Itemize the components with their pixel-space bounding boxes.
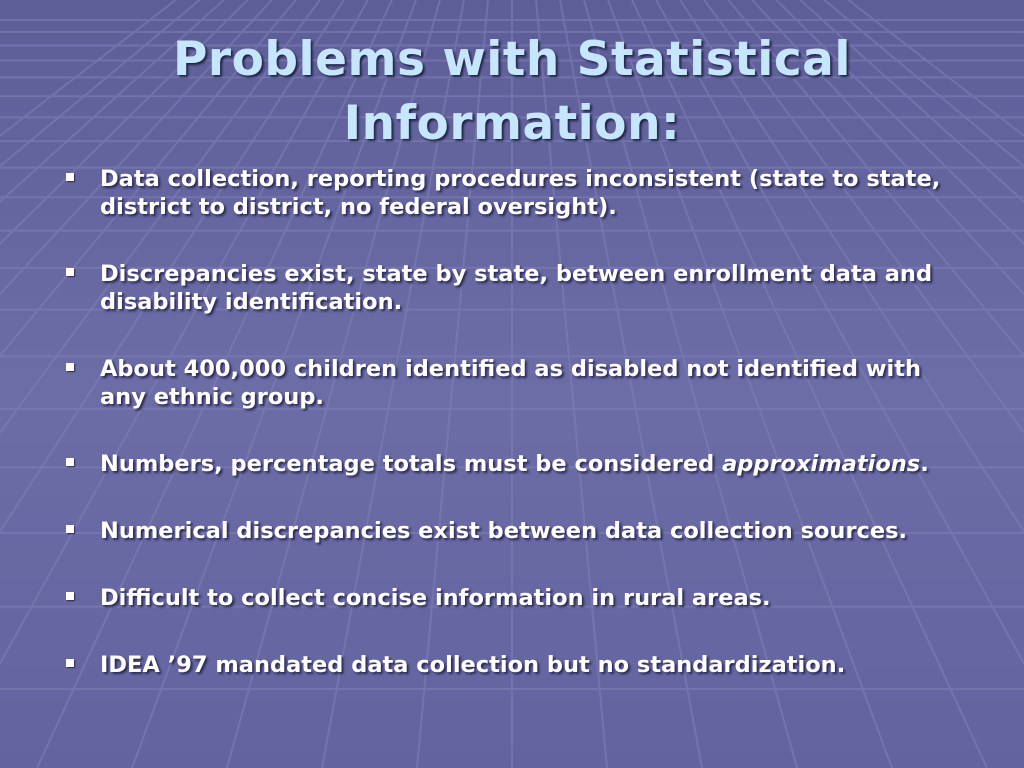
bullet-item xyxy=(62,260,972,316)
bullet-list xyxy=(62,165,972,679)
bullet-text-tail: . xyxy=(920,451,929,477)
bullet-emphasis: approximations xyxy=(722,451,921,477)
bullet-item xyxy=(62,165,972,221)
square-bullet-icon xyxy=(66,173,74,181)
bullet-item xyxy=(62,450,972,478)
bullet-text: Difficult to collect concise information in rural areas. xyxy=(100,585,771,611)
title-line-2: Information: xyxy=(343,96,681,151)
bullet-text: Numerical discrepancies exist between data collection sources. xyxy=(100,518,908,544)
square-bullet-icon xyxy=(66,268,74,276)
bullet-text: IDEA ’97 mandated data collection but no standardization. xyxy=(100,652,846,678)
bullet-item xyxy=(62,517,972,545)
square-bullet-icon xyxy=(66,458,74,466)
title-line-1: Problems with Statistical xyxy=(172,32,852,87)
square-bullet-icon xyxy=(66,659,74,667)
bullet-text: Numbers, percentage totals must be considered xyxy=(100,451,723,477)
square-bullet-icon xyxy=(66,525,74,533)
square-bullet-icon xyxy=(66,363,74,371)
bullet-text: Data collection, reporting procedures inconsistent (state to state, district to district, no federal oversight). xyxy=(100,166,941,220)
bullet-text: Discrepancies exist, state by state, between enrollment data and disability identification. xyxy=(100,261,933,315)
square-bullet-icon xyxy=(66,592,74,600)
bullet-item xyxy=(62,355,972,411)
bullet-text: About 400,000 children identified as disabled not identified with any ethnic group. xyxy=(100,356,922,410)
bullet-item xyxy=(62,584,972,612)
slide-title xyxy=(0,28,1024,156)
bullet-item xyxy=(62,651,972,679)
